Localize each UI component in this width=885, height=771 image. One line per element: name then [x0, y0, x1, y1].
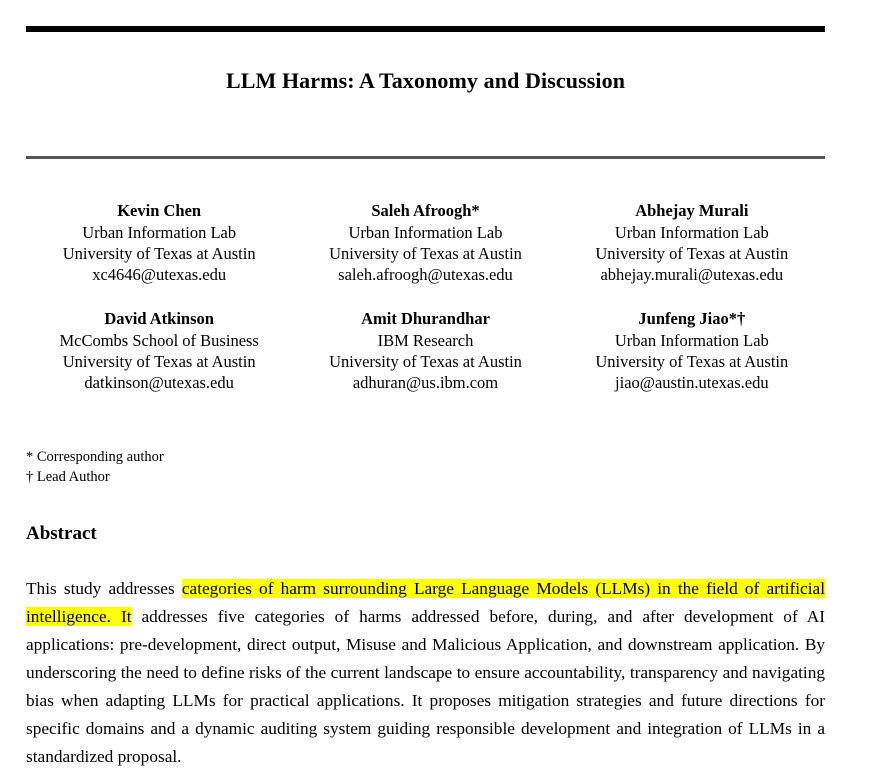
abstract-text-rest: addresses five categories of harms addressed before, during, and after development of AI applications: pre-development, direct output, Misuse and Malicious Application, and downstream application. By underscoring the need to define risks of the current landscape to ensure accountability, transparency and navigating bias when adapting LLMs for practical applications. It proposes mitigation strategies and future directions for specific domains and a dynamic auditing system guiding responsible development and integration of LLMs in a standardized proposal.: [26, 606, 825, 766]
author-email: adhuran@us.ibm.com: [352, 372, 499, 392]
author-institution: University of Texas at Austin: [62, 243, 256, 263]
author-entry: [292, 201, 558, 286]
abstract-highlighted-text: categories of harm surrounding Large Language Models (LLMs) in the field of artificial intelligence. It: [26, 578, 825, 626]
author-entry: [26, 201, 292, 286]
author-entry: [559, 201, 825, 286]
author-institution: University of Texas at Austin: [595, 243, 789, 263]
author-entry: [292, 309, 558, 394]
abstract-body: [26, 575, 825, 771]
author-email: jiao@austin.utexas.edu: [615, 372, 769, 392]
author-row: [26, 309, 825, 394]
author-name: Saleh Afroogh*: [371, 201, 480, 220]
author-affiliation: Urban Information Lab: [82, 222, 237, 242]
author-email: saleh.afroogh@utexas.edu: [338, 264, 513, 284]
author-affiliation: Urban Information Lab: [614, 222, 769, 242]
author-institution: University of Texas at Austin: [62, 351, 256, 371]
abstract-heading: Abstract: [26, 522, 97, 544]
author-name: Junfeng Jiao*†: [638, 308, 746, 328]
author-email: xc4646@utexas.edu: [92, 264, 227, 284]
author-affiliation: Urban Information Lab: [614, 330, 769, 350]
author-affiliation: McCombs School of Business: [59, 330, 259, 350]
author-entry: [26, 309, 292, 394]
page-title: LLM Harms: A Taxonomy and Discussion: [225, 68, 626, 93]
author-institution: University of Texas at Austin: [595, 351, 789, 371]
author-email: datkinson@utexas.edu: [84, 372, 234, 392]
author-entry: [559, 309, 825, 394]
header-top-rule: [26, 26, 825, 32]
paper-content-column: [26, 0, 825, 771]
author-affiliation: Urban Information Lab: [348, 222, 503, 242]
footnote-corresponding-author: * Corresponding author: [26, 448, 164, 465]
author-name: David Atkinson: [104, 308, 214, 328]
author-affiliation: IBM Research: [377, 330, 474, 350]
author-footnotes: [26, 447, 825, 488]
author-name: Abhejay Murali: [635, 201, 749, 220]
author-block: [26, 201, 825, 394]
author-name: Kevin Chen: [117, 201, 202, 220]
author-institution: University of Texas at Austin: [329, 243, 522, 263]
header-sub-rule: [26, 156, 825, 159]
author-name: Amit Dhurandhar: [361, 308, 490, 328]
author-email: abhejay.murali@utexas.edu: [600, 264, 784, 284]
abstract-text-lead: This study addresses: [26, 578, 182, 598]
footnote-lead-author: † Lead Author: [26, 469, 110, 486]
author-institution: University of Texas at Austin: [329, 351, 522, 371]
author-row: [26, 201, 825, 286]
